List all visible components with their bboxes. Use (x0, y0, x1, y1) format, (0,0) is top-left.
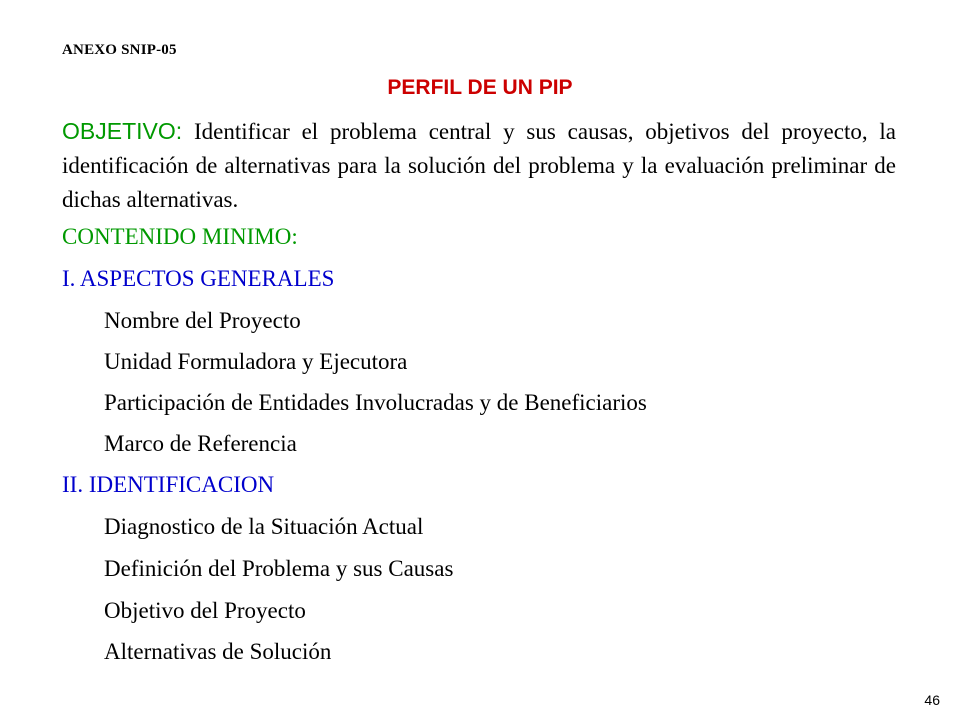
objective-text: Identificar el problema central y sus causas, objetivos del proyecto, la identificación de alternativas para la solución del problema y la evaluación preliminar de dichas alternativas. (62, 119, 897, 212)
section-1-item: Unidad Formuladora y Ejecutora (104, 349, 408, 374)
section-2-item: Diagnostico de la Situación Actual (104, 514, 424, 539)
section-1-heading: I. ASPECTOS GENERALES (62, 266, 335, 291)
section-2-heading: II. IDENTIFICACION (62, 472, 275, 497)
annex-label: ANEXO SNIP-05 (62, 42, 177, 58)
page-title: PERFIL DE UN PIP (387, 76, 573, 99)
contenido-heading: CONTENIDO MINIMO: (62, 224, 298, 249)
section-1-item: Nombre del Proyecto (104, 308, 301, 333)
objective-label: OBJETIVO: (62, 118, 183, 144)
section-2-item: Alternativas de Solución (104, 639, 332, 664)
section-1-item: Marco de Referencia (104, 431, 297, 456)
section-1-item: Participación de Entidades Involucradas y de Beneficiarios (104, 390, 647, 415)
objective-paragraph (62, 114, 896, 217)
section-2-item: Definición del Problema y sus Causas (104, 556, 454, 581)
section-2-item: Objetivo del Proyecto (104, 598, 306, 623)
page-number: 46 (924, 692, 940, 708)
